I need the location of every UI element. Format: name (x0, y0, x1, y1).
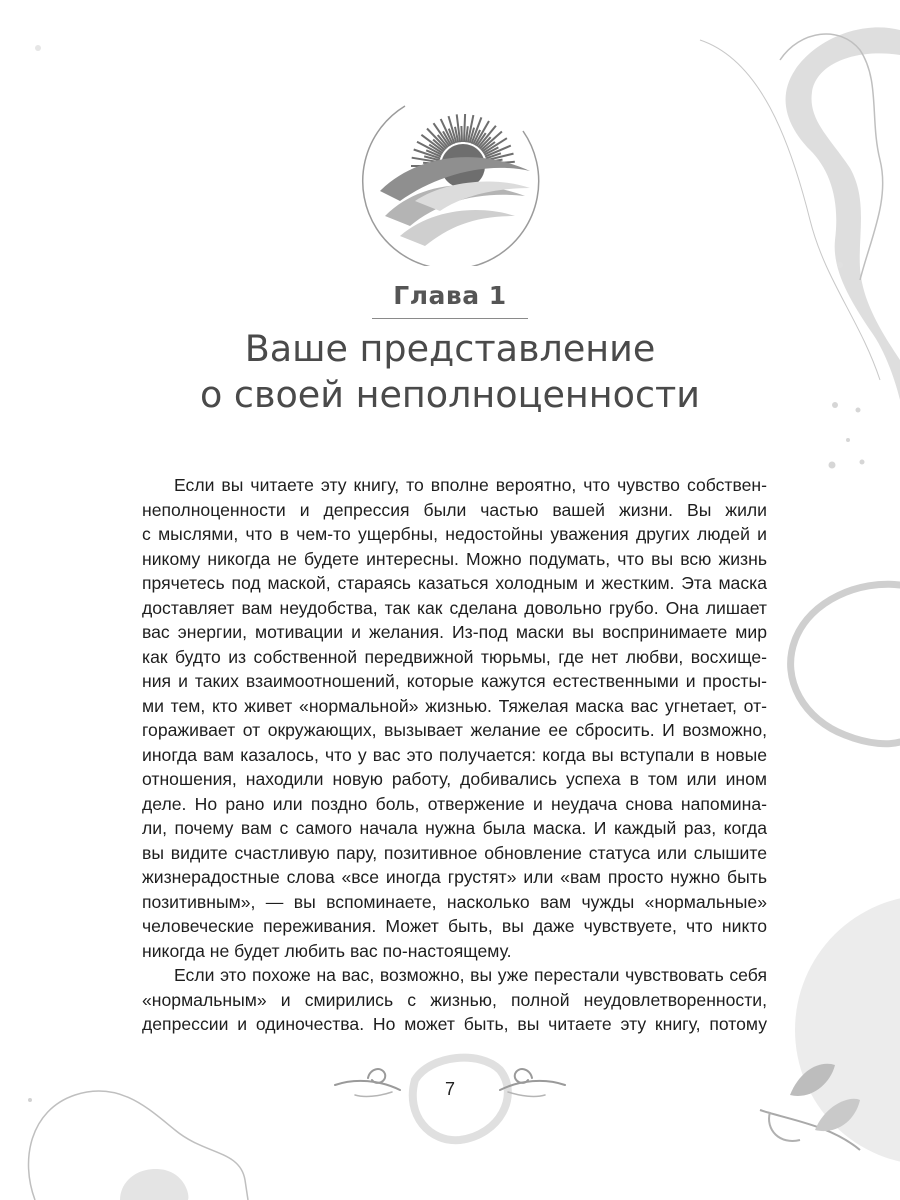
text-line: ми тем, кто живет «нормальной» жизнью. Тяжелая маска вас угнетает, от- (142, 695, 767, 716)
swirl-ornament-right (500, 1069, 565, 1096)
chapter-title-line: о своей неполноценности (199, 373, 701, 416)
dot (35, 45, 41, 51)
text-line: деле. Но рано или поздно боль, отвержение и неудача снова напомина- (142, 793, 767, 814)
text-line: ния и таких взаимоотношений, которые кажутся естественными и просты- (142, 671, 767, 691)
dot (28, 1098, 32, 1102)
text-line: вас энергии, мотивации и желания. Из-под маски вы воспринимаете мир (142, 622, 767, 642)
text-line: вы видите счастливую пару, позитивное обновление статуса или слышите (142, 842, 767, 863)
blob-fill-bottom-left (120, 1169, 188, 1200)
text-line: неполноценности и депрессия были частью вашей жизни. Вы жили (142, 499, 767, 520)
text-line: Если это похоже на вас, возможно, вы уже перестали чувствовать себя (174, 965, 767, 985)
text-line: жизнерадостные слова «все иногда грустят» или «вам просто нужно быть (142, 867, 767, 887)
text-line: «нормальным» и смирились с жизнью, полной неудовлетворенности, (142, 989, 767, 1010)
chapter-label: Глава 1 (393, 281, 507, 310)
dot (846, 438, 850, 442)
leaf-sprig-icon (760, 1064, 860, 1150)
sun-ray (461, 126, 462, 142)
text-line: никому никогда не будете интересны. Можно подумать, что вы всю жизнь (142, 548, 767, 569)
text-line: Если вы читаете эту книгу, то вполне вероятно, что чувство собствен- (174, 475, 767, 495)
dot (829, 462, 836, 469)
swirl-ornament-left (335, 1069, 400, 1096)
chapter-divider (372, 318, 528, 319)
text-line: гораживает от окружающих, вызывает желание ее сбросить. И возможно, (142, 720, 767, 740)
dot (837, 262, 843, 268)
chapter-title (0, 326, 900, 418)
sun-ray (464, 114, 465, 142)
text-line: иногда вам казалось, что у вас это получается: когда вы вступали в новые (142, 744, 767, 765)
text-line: доставляет вам неудобства, так как сделана довольно грубо. Она лишает (142, 597, 767, 618)
text-line: депрессии и одиночества. Но может быть, вы читаете эту книгу, потому (142, 1014, 767, 1034)
blob-bottom-left (28, 1091, 248, 1200)
text-line: с мыслями, что в чем-то ущербны, недостойны уважения других людей и (142, 524, 767, 544)
chapter-body-text (142, 473, 767, 1037)
chapter-title-line: Ваше представление (244, 327, 656, 370)
soft-circle-bottom-right (795, 895, 900, 1165)
text-line: ли, почему вам с самого начала нужна была маска. И каждый раз, когда (142, 818, 767, 838)
text-line: как будто из собственной передвижной тюрьмы, где нет любви, восхище- (142, 646, 767, 667)
text-line: прячетесь под маской, стараясь казаться холодным и жестким. Эта маска (142, 573, 767, 593)
text-line: позитивным», — вы вспоминаете, насколько вам чужды «нормальные» (142, 891, 767, 912)
petal-outline-right (791, 584, 900, 744)
dot (860, 460, 865, 465)
text-line: отношения, находили новую работу, добивались успеха в том или ином (142, 769, 767, 789)
text-line: никогда не будет любить вас по-настоящему. (142, 940, 512, 961)
swirl-line-top-right (780, 34, 883, 280)
page-number: 7 (444, 1079, 455, 1099)
sun-over-waves-emblem-icon (355, 76, 545, 266)
text-line: человеческие переживания. Может быть, вы даже чувствуете, что никто (142, 916, 767, 936)
